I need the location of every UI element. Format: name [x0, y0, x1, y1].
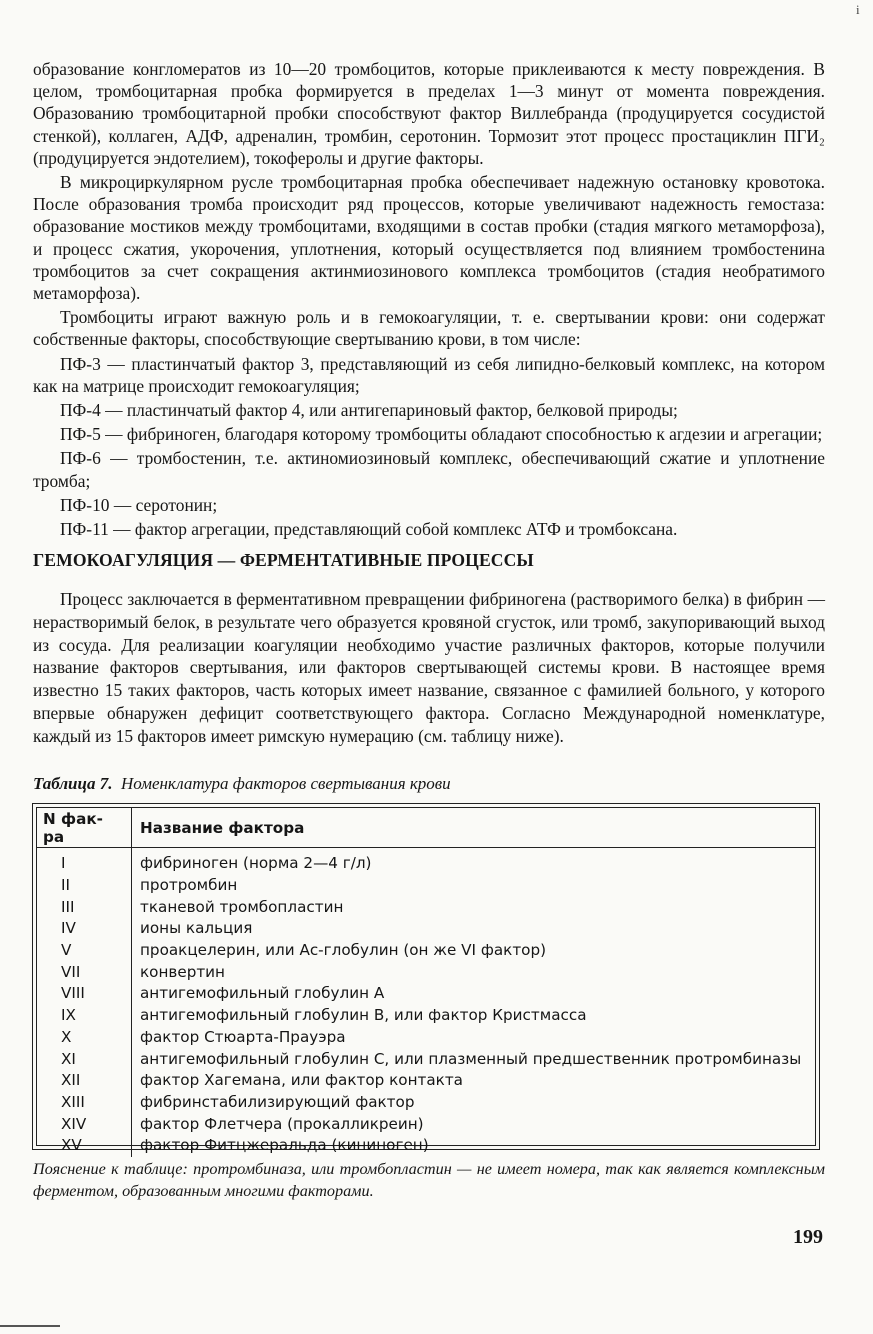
paragraph: ПФ-10 — серотонин; — [60, 494, 218, 515]
factor-name-cell: тканевой тромбопластин — [140, 897, 344, 916]
paragraph: В микроциркулярном русле тромбоцитарная пробка обеспечивает надежную остановку кровотока. После образования тромба происходит ряд процессов, которые увеличивают надежность гемостаза: образование мостиков между тромбоцитами, входящими в состав пробки (стадия мягкого метаморфоза), и процесс сжатия, укорочения, уплотнения, который осуществляется под влиянием тромбостенина тромбоцитов за счет сокращения актинмиозинового комплекса тромбоцитов (стадия необратимого метаморфоза). — [33, 172, 825, 304]
corner-mark: i — [856, 2, 860, 17]
table-row — [37, 1135, 815, 1157]
factor-name-cell: протромбин — [140, 876, 238, 895]
paragraph: Тромбоциты играют важную роль и в гемокоагуляции, т. е. свертывании крови: они содержат собственные факторы, способствующие свертыванию крови, в том числе: — [33, 307, 825, 350]
table-row — [37, 1113, 815, 1135]
table-body — [37, 848, 815, 1157]
body-text-section — [33, 588, 825, 748]
factors-table-frame — [32, 803, 820, 1155]
paragraph: ПФ-6 — тромбостенин, т.е. актиномиозиновый комплекс, обеспечивающий сжатие и уплотнение тромба; — [33, 448, 825, 491]
factor-number-cell: XV — [37, 1135, 132, 1157]
table-row — [37, 961, 815, 983]
table-note: Пояснение к таблице: протромбиназа, или тромбопластин — не имеет номера, так как является комплексным ферментом, образованным многими факторами. — [33, 1160, 825, 1200]
factor-name-cell: фибриноген (норма 2—4 г/л) — [140, 854, 372, 873]
factor-name-cell: антигемофильный глобулин В, или фактор Кристмасса — [140, 1006, 587, 1025]
factor-name-cell: конвертин — [140, 962, 225, 981]
paragraph: ПФ-4 — пластинчатый фактор 4, или антигепариновый фактор, белковой природы; — [60, 400, 678, 421]
factor-number-cell: XII — [37, 1070, 132, 1092]
table-row — [37, 983, 815, 1005]
factor-name-cell: фактор Стюарта-Прауэра — [140, 1027, 346, 1046]
header-factor-number: N фак-ра — [37, 808, 132, 848]
factor-name-cell: ионы кальция — [140, 919, 253, 938]
factor-name-cell: антигемофильный глобулин А — [140, 984, 385, 1003]
factors-table-inner-frame — [36, 807, 816, 1155]
factor-number-cell: VII — [37, 961, 132, 983]
table-row — [37, 1092, 815, 1114]
factor-number-cell: I — [37, 848, 132, 875]
factor-number-cell: V — [37, 940, 132, 962]
factor-number-cell: XIII — [37, 1092, 132, 1114]
paragraph: образование конгломератов из 10—20 тромбоцитов, которые приклеиваются к месту повреждения. В целом, тромбоцитарная пробка формируется в пределах 1—3 минут от момента повреждения. Образованию тромбоцитарной пробки способствуют фактор Виллебранда (продуцируется сосудистой стенкой), коллаген, АДФ, адреналин, тромбин, серотонин. Тормозит этот процесс простациклин ПГИ₂ (продуцируется эндотелием), токоферолы и другие факторы. — [33, 59, 825, 168]
factor-number-cell: III — [37, 896, 132, 918]
factor-name-cell: проакцелерин, или Ас-глобулин (он же VI фактор) — [140, 941, 547, 960]
table-row — [37, 896, 815, 918]
page-number: 199 — [793, 1226, 823, 1248]
table-row — [37, 940, 815, 962]
body-text-top — [33, 58, 825, 542]
factor-number-cell: XI — [37, 1048, 132, 1070]
factor-name-cell: фактор Флетчера (прокалликреин) — [140, 1114, 424, 1133]
table-row — [37, 848, 815, 875]
factor-number-cell: XIV — [37, 1113, 132, 1135]
paragraph: ПФ-5 — фибриноген, благодаря которому тромбоциты обладают способностью к агдезии и агрегации; — [60, 424, 823, 445]
table-caption-label: Таблица 7. — [33, 774, 113, 793]
factor-number-cell: X — [37, 1027, 132, 1049]
paragraph: ПФ-11 — фактор агрегации, представляющий собой комплекс АТФ и тромбоксана. — [60, 519, 678, 540]
factor-name-cell: фактор Хагемана, или фактор контакта — [140, 1071, 463, 1090]
factor-number-cell: IX — [37, 1005, 132, 1027]
factor-number-cell: IV — [37, 918, 132, 940]
paragraph: ПФ-3 — пластинчатый фактор 3, представляющий из себя липидно-белковый комплекс, на котором как на матрице происходит гемокоагуляция; — [33, 353, 825, 396]
section-heading: ГЕМОКОАГУЛЯЦИЯ — ФЕРМЕНТАТИВНЫЕ ПРОЦЕССЫ — [33, 550, 534, 570]
factor-name-cell: фактор Фитцжеральда (кининоген) — [140, 1136, 429, 1155]
table-header-row — [37, 808, 815, 848]
table-caption-text: Номенклатура факторов свертывания крови — [120, 774, 451, 793]
factor-number-cell: VIII — [37, 983, 132, 1005]
table-row — [37, 918, 815, 940]
table-caption — [33, 774, 451, 794]
table-row — [37, 1048, 815, 1070]
table-row — [37, 1005, 815, 1027]
table-row — [37, 1027, 815, 1049]
factor-name-cell: антигемофильный глобулин С, или плазменный предшественник протромбиназы — [140, 1049, 802, 1068]
factor-number-cell: II — [37, 875, 132, 897]
paragraph: Процесс заключается в ферментативном превращении фибриногена (растворимого белка) в фибрин — нерастворимый белок, в результате чего образуется кровяной сгусток, или тромб, закупоривающий выход из сосуда. Для реализации коагуляции необходимо участие различных факторов, которые получили название факторов свертывания, или факторов свертывающей системы крови. В настоящее время известно 15 таких факторов, часть которых имеет название, связанное с фамилией больного, у которого впервые обнаружен дефицит соответствующего фактора. Согласно Международной номенклатуре, каждый из 15 факторов имеет римскую нумерацию (см. таблицу ниже). — [33, 589, 825, 746]
header-factor-name: Название фактора — [132, 808, 816, 848]
scan-edge-line — [0, 1325, 60, 1327]
factor-name-cell: фибринстабилизирующий фактор — [140, 1092, 415, 1111]
table-row — [37, 1070, 815, 1092]
table-row — [37, 875, 815, 897]
factors-table — [37, 808, 815, 1157]
